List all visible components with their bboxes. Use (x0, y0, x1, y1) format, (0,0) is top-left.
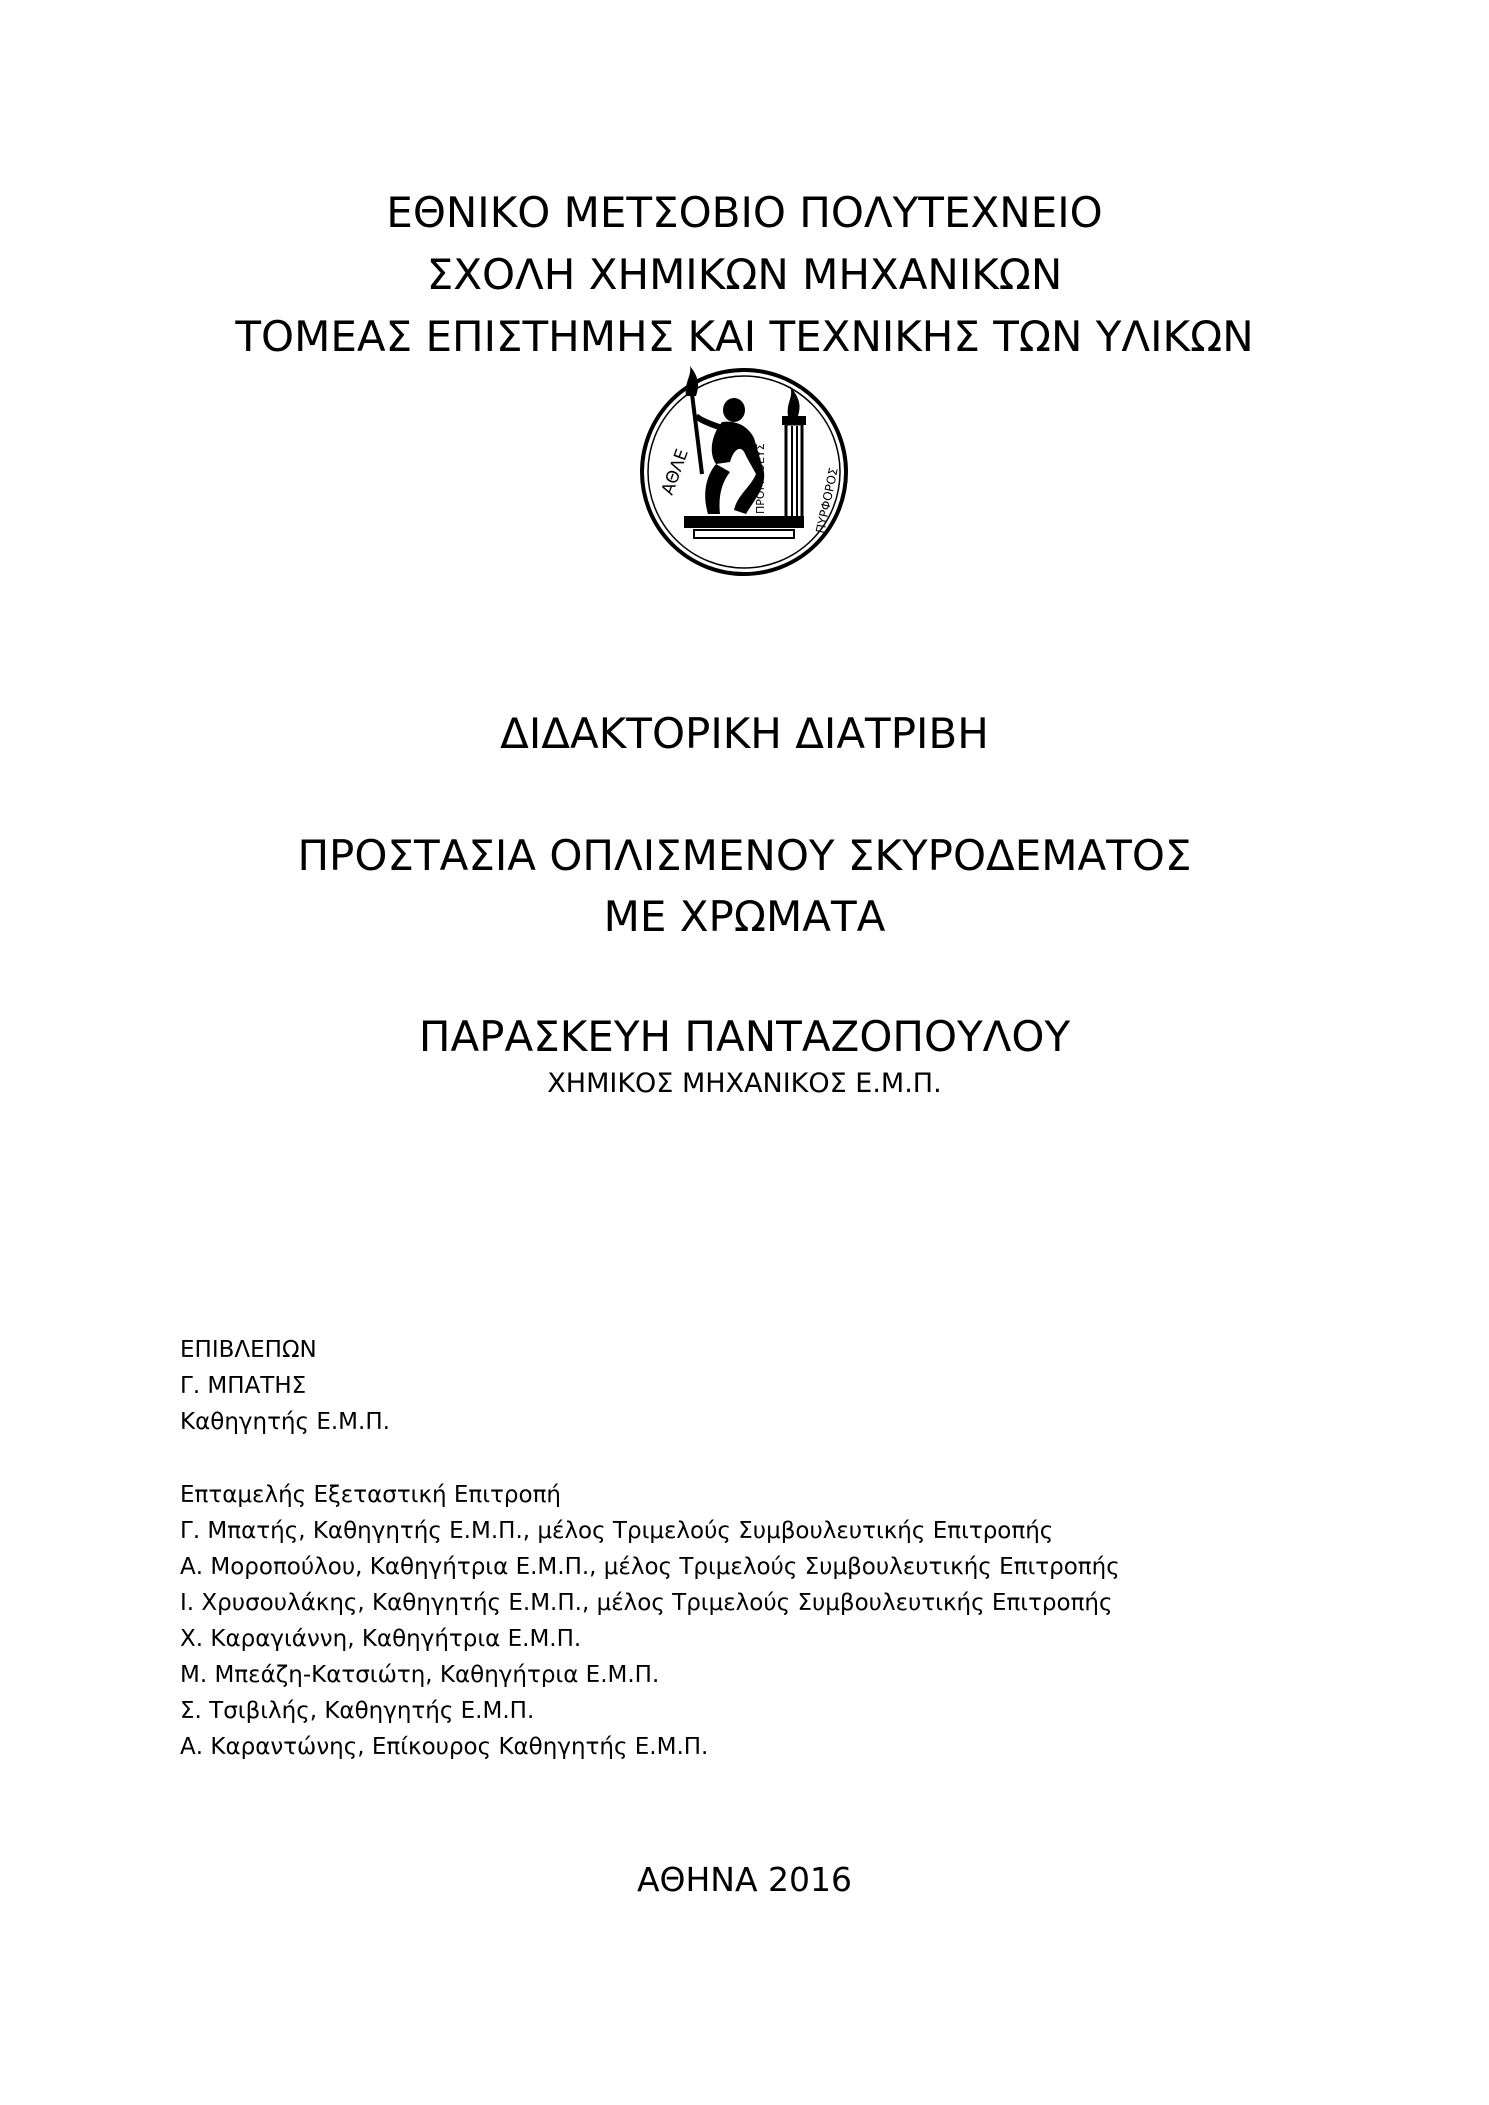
thesis-type: ΔΙΔΑΚΤΟΡΙΚΗ ΔΙΑΤΡΙΒΗ (500, 709, 989, 758)
department-name: ΤΟΜΕΑΣ ΕΠΙΣΤΗΜΗΣ ΚΑΙ ΤΕΧΝΙΚΗΣ ΤΩΝ ΥΛΙΚΩΝ (235, 312, 1254, 361)
committee-heading: Επταμελής Εξεταστική Επιτροπή (180, 1482, 562, 1508)
supervisor-block (180, 1332, 390, 1440)
committee-member: Ι. Χρυσουλάκης, Καθηγητής Ε.Μ.Π., μέλος Τριμελούς Συμβουλευτικής Επιτροπής (180, 1590, 1113, 1616)
supervisor-heading: ΕΠΙΒΛΕΠΩΝ (180, 1337, 317, 1363)
supervisor-position: Καθηγητής Ε.Μ.Π. (180, 1409, 390, 1435)
university-name: ΕΘΝΙΚΟ ΜΕΤΣΟΒΙΟ ΠΟΛΥΤΕΧΝΕΙΟ (386, 188, 1103, 237)
place-year: ΑΘΗΝΑ 2016 (636, 1860, 853, 1899)
ntua-seal-icon (638, 364, 850, 580)
author-title: ΧΗΜΙΚΟΣ ΜΗΧΑΝΙΚΟΣ Ε.Μ.Π. (547, 1068, 942, 1099)
thesis-title-line-1: ΠΡΟΣΤΑΣΙΑ ΟΠΛΙΣΜΕΝΟΥ ΣΚΥΡΟΔΕΜΑΤΟΣ (297, 831, 1192, 880)
school-name: ΣΧΟΛΗ ΧΗΜΙΚΩΝ ΜΗΧΑΝΙΚΩΝ (426, 250, 1063, 299)
committee-member: Γ. Μπατής, Καθηγητής Ε.Μ.Π., μέλος Τριμελούς Συμβουλευτικής Επιτροπής (180, 1518, 1054, 1544)
seal-text-right-1: ΠΡΟΜΗΘΕΥΣ (754, 443, 767, 514)
seal-text-right-2: ΠΥΡΦΟΡΟΣ (813, 466, 841, 535)
thesis-title-line-2: ΜΕ ΧΡΩΜΑΤΑ (603, 892, 886, 941)
supervisor-name: Γ. ΜΠΑΤΗΣ (180, 1373, 307, 1399)
seal-text-left: ΑΘΛΕ (657, 446, 693, 498)
committee-member: Α. Μοροπούλου, Καθηγήτρια Ε.Μ.Π., μέλος Τριμελούς Συμβουλευτικής Επιτροπής (180, 1554, 1120, 1580)
committee-member: Σ. Τσιβιλής, Καθηγητής Ε.Μ.Π. (180, 1698, 535, 1724)
author-name: ΠΑΡΑΣΚΕΥΗ ΠΑΝΤΑΖΟΠΟΥΛΟΥ (418, 1012, 1071, 1061)
committee-member: Χ. Καραγιάννη, Καθηγήτρια Ε.Μ.Π. (180, 1626, 582, 1652)
committee-block (180, 1477, 1120, 1765)
committee-member: Α. Καραντώνης, Επίκουρος Καθηγητής Ε.Μ.Π. (180, 1734, 709, 1760)
committee-member: Μ. Μπεάζη-Κατσιώτη, Καθηγήτρια Ε.Μ.Π. (180, 1662, 660, 1688)
